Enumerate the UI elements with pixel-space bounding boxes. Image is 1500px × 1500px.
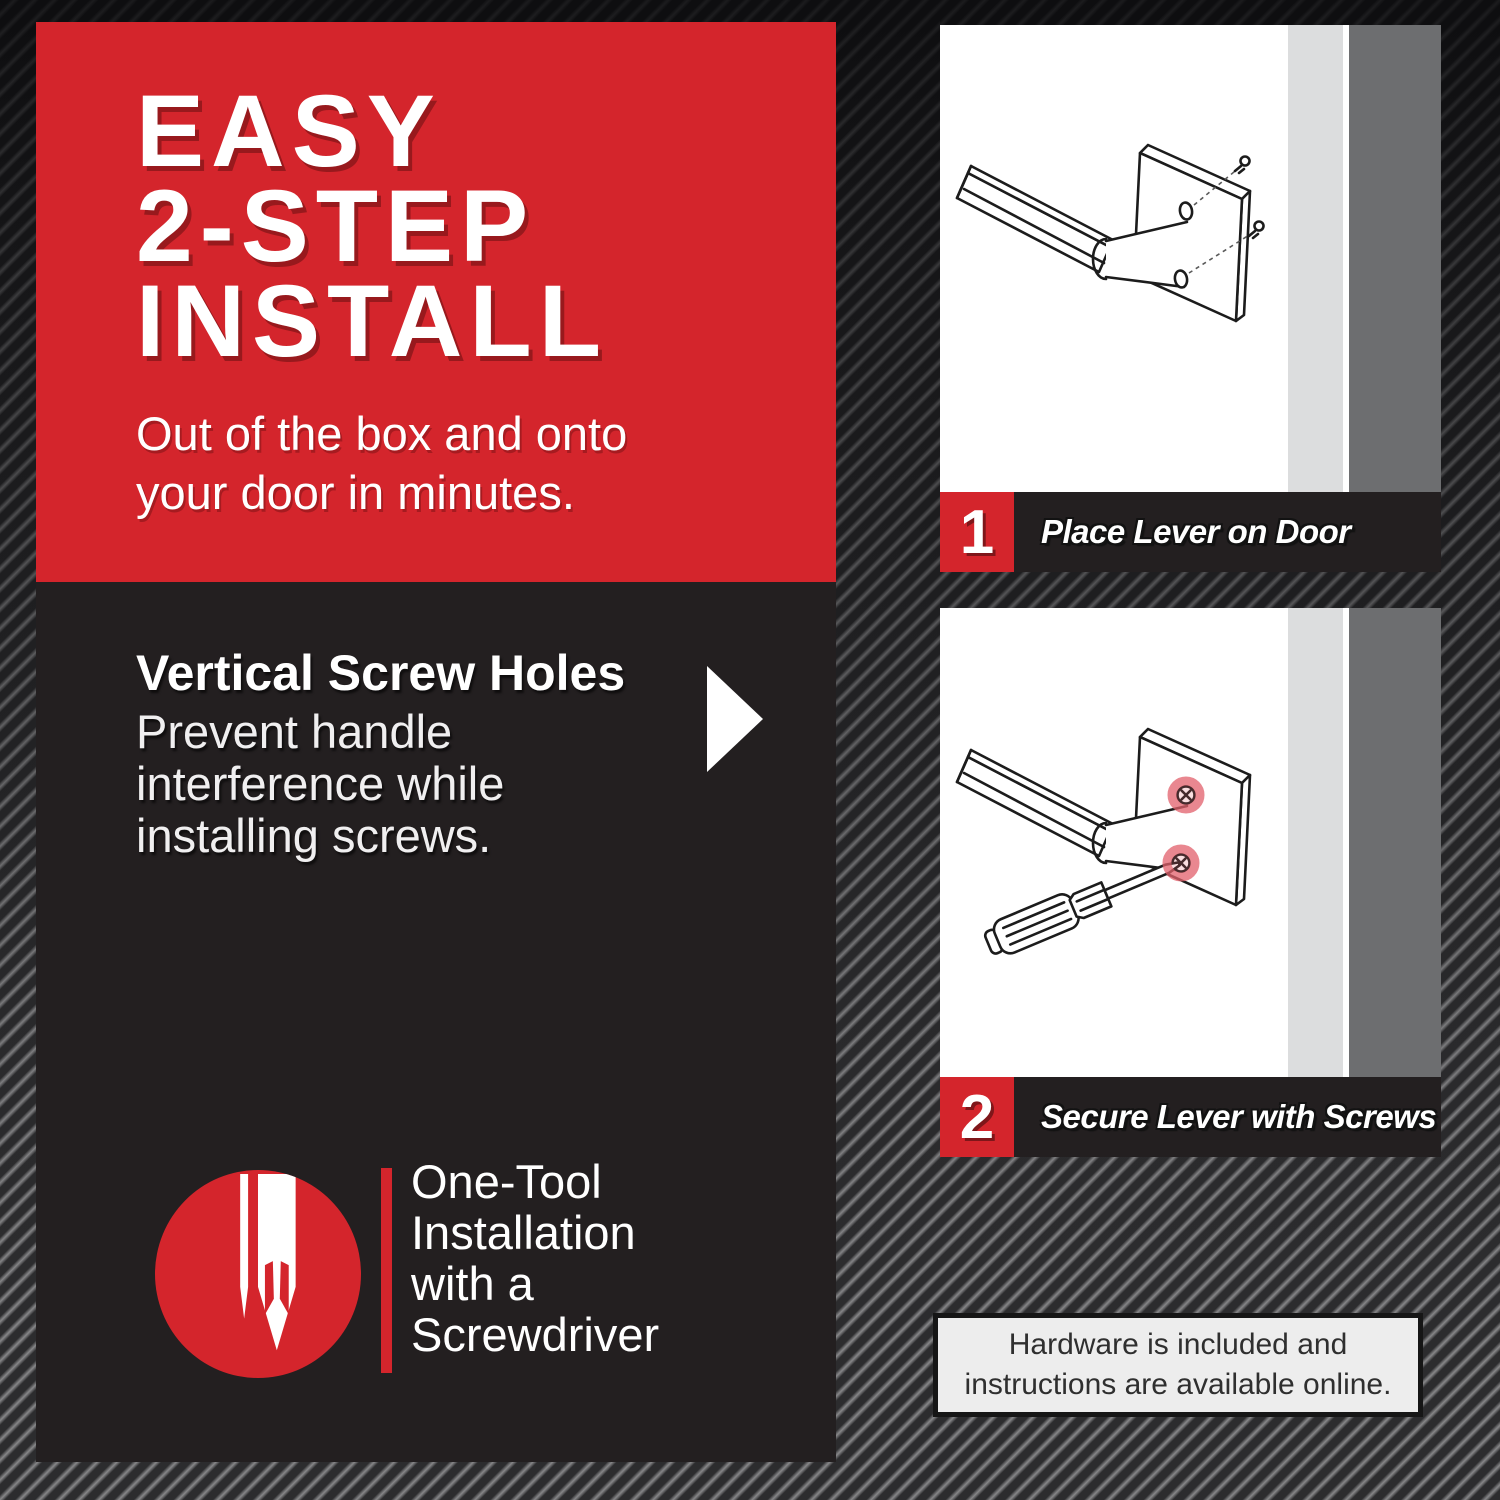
page-title-line-3: INSTALL [136,264,609,378]
page-subtitle-line-2: your door in minutes. [136,466,575,519]
badge-text-line-3: with a [411,1257,534,1310]
badge-text-line-4: Screwdriver [411,1308,660,1361]
arrow-right-icon [707,666,763,772]
step-1-label-bar [940,492,1441,572]
badge-divider [381,1168,392,1373]
hardware-note-line-2: instructions are available online. [964,1368,1392,1401]
phillips-screwdriver-tip-glyph [155,1170,361,1378]
upper-screw-highlight-circle [1172,781,1200,809]
door-edge-strip [1277,25,1349,492]
step-1-panel [940,25,1441,492]
step-2-label-bar [940,1077,1441,1157]
feature-description-line-2: interference while [136,757,505,810]
page-title [136,74,609,378]
headline-section [36,22,836,582]
door-edge-strip [1277,608,1349,1077]
badge-text-line-1: One-Tool [411,1155,602,1208]
step-2-panel [940,608,1441,1077]
phillips-screwdriver-tip-icon [155,1170,361,1378]
hardware-note-line-1: Hardware is included and [1008,1328,1348,1361]
page-title-line-1: EASY [136,74,442,188]
badge-text-line-2: Installation [411,1206,636,1259]
lower-screw-highlight-circle [1167,849,1195,877]
page-subtitle-line-1: Out of the box and onto [136,407,628,460]
page-title-line-2: 2-STEP [136,169,536,283]
step-2-number-badge: 2 [940,1077,1014,1157]
page-subtitle [136,404,627,522]
step-1-illustration [940,25,1277,492]
feature-description-line-1: Prevent handle [136,705,453,758]
step-card-2 [940,608,1441,1157]
badge-text [411,1156,659,1360]
step-2-illustration [940,608,1277,1077]
hardware-note-box [933,1313,1423,1417]
step-1-caption: Place Lever on Door [1041,513,1351,550]
feature-title: Vertical Screw Holes [136,645,626,701]
feature-description-line-3: installing screws. [136,809,492,862]
door-face-strip [1349,608,1441,1077]
lever-on-door-line-drawing [940,25,1277,492]
feature-section [36,582,836,1462]
lower-mounting-screw-icon [1249,222,1264,239]
step-1-number-badge: 1 [940,492,1014,572]
feature-description [136,706,504,862]
step-card-1 [940,25,1441,572]
step-2-caption: Secure Lever with Screws [1041,1098,1437,1135]
upper-mounting-screw-icon [1235,157,1250,174]
screwdriver-securing-lever-line-drawing [940,608,1277,1077]
left-panel [36,22,836,1462]
door-face-strip [1349,25,1441,492]
